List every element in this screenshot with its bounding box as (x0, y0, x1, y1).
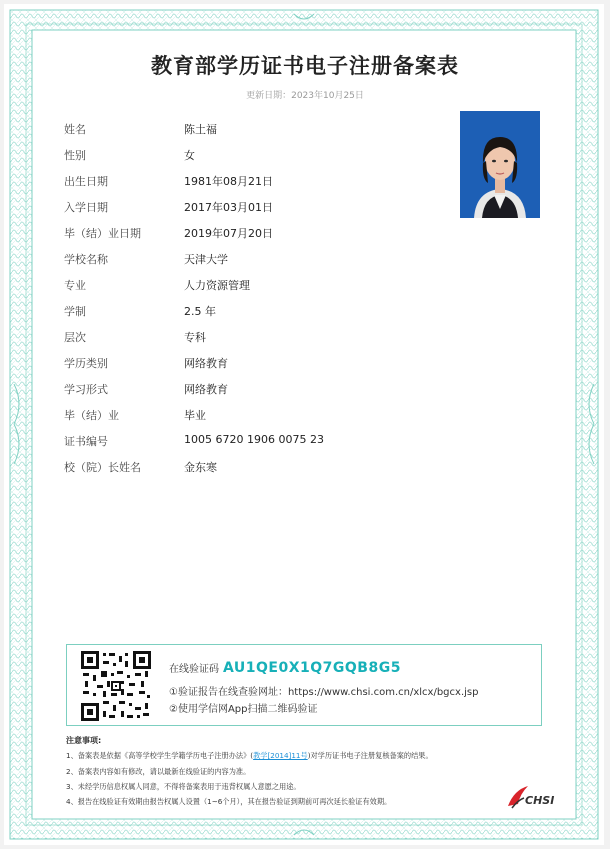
field-label: 证书编号 (64, 435, 108, 448)
field-label: 入学日期 (64, 201, 108, 214)
field-label: 学历类别 (64, 357, 108, 370)
verification-code-label: 在线验证码 (169, 664, 219, 675)
verification-app-line: ②使用学信网App扫描二维码验证 (169, 704, 318, 715)
field-value: 金东寒 (184, 461, 217, 474)
field-label: 专业 (64, 279, 86, 292)
qr-code[interactable] (81, 651, 151, 721)
note-text: )对学历证书电子注册复核备案的结果。 (307, 751, 433, 760)
verification-box (66, 644, 542, 726)
note-item (66, 751, 433, 761)
field-label: 学习形式 (64, 383, 108, 396)
field-value: 女 (184, 149, 195, 162)
note-item: 2、备案表内容如有修改，请以最新在线验证的内容为准。 (66, 767, 251, 776)
note-item: 3、未经学历信息权属人同意，不得将备案表用于违背权属人意愿之用途。 (66, 782, 301, 791)
field-value: 2.5 年 (184, 305, 216, 318)
field-value: 陈土福 (184, 123, 217, 136)
verification-code: AU1QE0X1Q7GQB8G5 (223, 660, 401, 676)
field-value: 网络教育 (184, 357, 228, 370)
note-item: 4、报告在线验证有效期由报告权属人设置（1~6个月），其在报告验证到期前可再次延长验证有效期。 (66, 797, 392, 806)
verification-url-line: ①验证报告在线查验网址：https://www.chsi.com.cn/xlcx/bgcx.jsp (169, 687, 479, 698)
chsi-logo-text: CHSI (525, 794, 555, 807)
field-label: 出生日期 (64, 175, 108, 188)
field-value: 网络教育 (184, 383, 228, 396)
field-label: 校（院）长姓名 (64, 461, 141, 474)
notes-title: 注意事项: (66, 736, 102, 745)
field-label: 层次 (64, 331, 86, 344)
page-title: 教育部学历证书电子注册备案表 (151, 54, 459, 78)
field-label: 学制 (64, 305, 86, 318)
updated-date: 更新日期：2023年10月25日 (246, 91, 364, 101)
qr-code-icon (81, 651, 151, 721)
field-value: 2019年07月20日 (184, 227, 273, 240)
field-label: 学校名称 (64, 253, 108, 266)
field-label: 性别 (64, 149, 86, 162)
field-label: 姓名 (64, 123, 86, 136)
field-label: 毕（结）业 (64, 409, 119, 422)
student-photo (460, 111, 540, 218)
note-text: 1、备案表是依据《高等学校学生学籍学历电子注册办法》( (66, 751, 254, 760)
field-value: 天津大学 (184, 253, 228, 266)
field-value: 专科 (184, 331, 206, 344)
regulation-link[interactable]: 教学[2014]11号 (253, 751, 308, 760)
field-value: 毕业 (184, 409, 206, 422)
field-value: 1005 6720 1906 0075 23 (184, 433, 324, 446)
field-value: 2017年03月01日 (184, 201, 273, 214)
field-value: 人力资源管理 (184, 279, 250, 292)
field-label: 毕（结）业日期 (64, 227, 141, 240)
verification-code-line (169, 660, 401, 676)
field-value: 1981年08月21日 (184, 175, 273, 188)
